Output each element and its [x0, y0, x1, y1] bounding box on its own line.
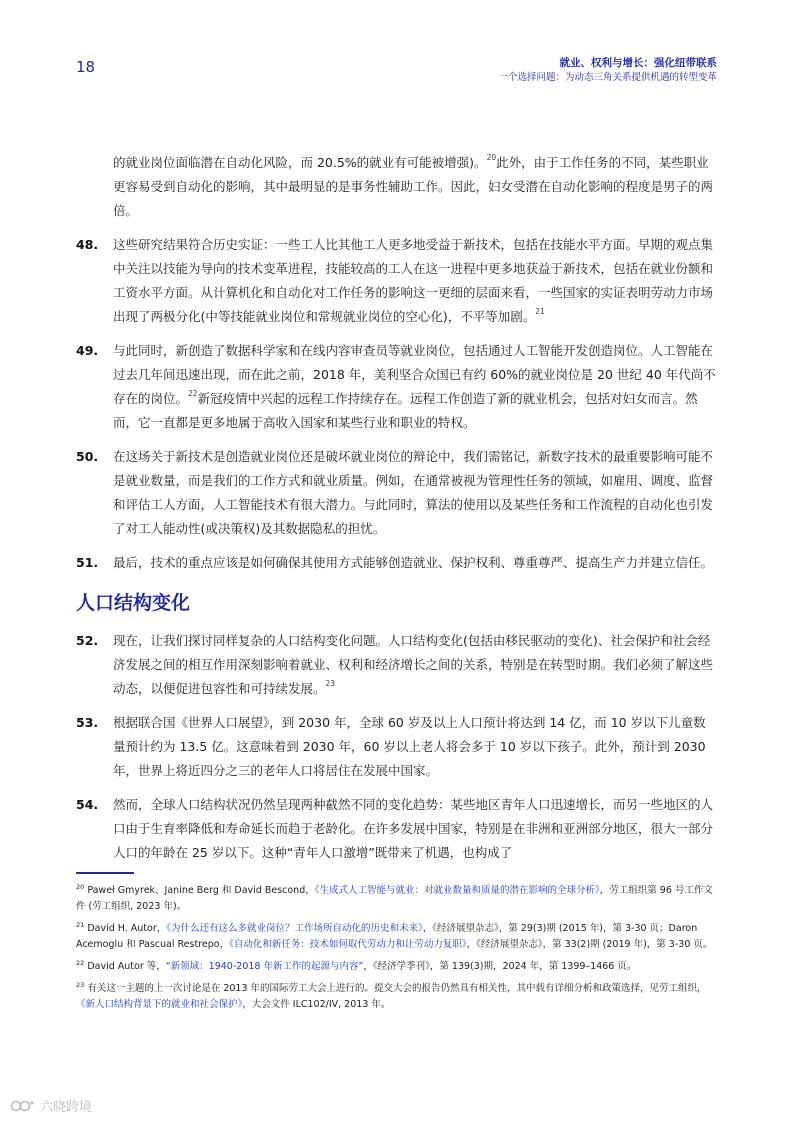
paragraph-52	[76, 629, 718, 701]
footnote-link[interactable]: 《生成式人工智能与就业：对就业数量和质量的潜在影响的全球分析》	[314, 885, 600, 896]
footnote-number: 23	[76, 981, 85, 989]
paragraph-text: 新冠疫情中兴起的远程工作持续存在。远程工作创造了新的就业机会，包括对妇女而言。然而，它一直都是更多地属于高收入国家和某些行业和职业的特权。	[113, 391, 698, 430]
footnote-ref[interactable]: 22	[188, 389, 198, 398]
paragraph-number: 51.	[76, 555, 99, 570]
footnote-22	[76, 959, 718, 975]
paragraph-text: 在这场关于新技术是创造就业岗位还是破坏就业岗位的辩论中，我们需铭记，新数字技术的最重要影响可能不是就业数量，而是我们的工作方式和就业质量。例如，在通常被视为管理性任务的领域，如雇用、调度、监督和评估工人方面，人工智能技术有很大潜力。与此同时，算法的使用以及某些任务和工作流程的自动化也引发了对工人能动性(或决策权)及其数据隐私的担忧。	[113, 449, 714, 536]
footnote-21	[76, 921, 718, 953]
running-header	[498, 55, 717, 85]
footnotes	[76, 883, 718, 1019]
paragraph-text: 现在，让我们探讨同样复杂的人口结构变化问题。人口结构变化(包括由移民驱动的变化)、社会保护和社会经济发展之间的相互作用深刻影响着就业、权利和经济增长之间的关系，特别是在转型时期。我们必须了解这些动态，以便促进包容性和可持续发展。	[113, 633, 714, 696]
paragraph-53	[76, 711, 718, 783]
brand-logo-icon	[10, 1099, 36, 1113]
watermark	[10, 1096, 92, 1115]
paragraph-54	[76, 793, 718, 865]
footnote-link[interactable]: 《为什么还有这么多就业岗位？工作场所自动化的历史和未来》	[166, 923, 423, 934]
footnote-23	[76, 981, 718, 1013]
footnote-text: ，《经济展望杂志》，第 29(3)期 (2015 年)，第 3-30 页；Daron Acemoglu 和 Pascual Restrepo，	[76, 923, 698, 950]
footnote-text: ，《经济学季刊》，第 139(3)期，2024 年，第 1399–1466 页。	[363, 961, 637, 972]
page-number: 18	[76, 58, 96, 76]
footnote-text: David Autor 等，	[87, 961, 166, 972]
footnote-ref[interactable]: 20	[486, 153, 497, 162]
paragraph-51	[76, 551, 718, 575]
paragraph-text: 与此同时，新创造了数据科学家和在线内容审查员等就业岗位，包括通过人工智能开发创造岗位。人工智能在过去几年间迅速出现，而在此之前，2018 年，美利坚合众国已有约 60%的就业岗位是 20 世纪 40 年代尚不存在的岗位。	[113, 343, 716, 406]
footnote-link[interactable]: 《新人口结构背景下的就业和社会保护》	[76, 999, 243, 1010]
footnote-text: 有关这一主题的上一次讨论是在 2013 年的国际劳工大会上进行的。提交大会的报告仍然具有相关性，其中载有详细分析和政策选择，见劳工组织，	[87, 983, 707, 994]
footnote-text: David H. Autor，	[87, 923, 167, 934]
main-content	[76, 151, 718, 875]
paragraph-50	[76, 445, 718, 541]
footnote-link[interactable]: “新领域：1940-2018 年新工作的起源与内容”	[165, 961, 364, 972]
footnote-number: 21	[76, 921, 85, 929]
paragraph-48	[76, 233, 718, 329]
footnote-divider	[76, 872, 134, 874]
section-heading: 人口结构变化	[76, 592, 191, 614]
paragraph-text: 这些研究结果符合历史实证：一些工人比其他工人更多地受益于新技术，包括在技能水平方面。早期的观点集中关注以技能为导向的技术变革进程，技能较高的工人在这一进程中更多地获益于新技术，包括在就业份额和工资水平方面。从计算机化和自动化对工作任务的影响这一更细的层面来看，一些国家的实证表明劳动力市场出现了两极分化(中等技能就业岗位和常规就业岗位的空心化)，不平等加剧。	[113, 237, 714, 324]
footnote-20	[76, 883, 718, 915]
paragraph-text: 此外，由于工作任务的不同，某些职业更容易受到自动化的影响，其中最明显的是事务性辅助工作。因此，妇女受潜在自动化影响的程度是男子的两倍。	[113, 155, 714, 218]
paragraph-text: 最后，技术的重点应该是如何确保其使用方式能够创造就业、保护权利、尊重尊严、提高生产力并建立信任。	[113, 555, 714, 570]
paragraph-number: 52.	[76, 633, 99, 648]
paragraph-number: 50.	[76, 449, 99, 464]
paragraph-number: 48.	[76, 237, 99, 252]
footnote-number: 20	[76, 883, 85, 891]
footnote-text: ，劳工组织第 96 号工作文件 (劳工组织, 2023 年)。	[76, 885, 713, 912]
footnote-text: Paweł Gmyrek、Janine Berg 和 David Bescond，	[87, 885, 315, 896]
footnote-text: ，大会文件 ILC102/IV, 2013 年。	[242, 999, 391, 1010]
footnote-ref[interactable]: 21	[535, 307, 545, 316]
footnote-ref[interactable]: 23	[325, 679, 336, 688]
watermark-text: 六晓跨境	[40, 1100, 93, 1115]
running-header-title: 就业、权利与增长：强化纽带联系	[559, 57, 717, 69]
paragraph-text: 的就业岗位面临潜在自动化风险，而 20.5%的就业有可能被增强)。	[113, 155, 487, 170]
footnote-text: ，《经济展望杂志》，第 33(2)期 (2019 年)，第 3-30 页。	[466, 939, 713, 950]
paragraph-number: 53.	[76, 715, 99, 730]
paragraph-number: 49.	[76, 343, 99, 358]
running-header-subtitle: 一个选择问题：为动态三角关系提供机遇的转型变革	[498, 72, 717, 83]
paragraph-number: 54.	[76, 797, 99, 812]
paragraph-continued	[76, 151, 718, 223]
paragraph-49	[76, 339, 718, 435]
footnote-link[interactable]: 《自动化和新任务：技术如何取代劳动力和让劳动力复职》	[229, 939, 467, 950]
footnote-number: 22	[76, 959, 85, 967]
paragraph-text: 根据联合国《世界人口展望》，到 2030 年，全球 60 岁及以上人口预计将达到 14 亿，而 10 岁以下儿童数量预计约为 13.5 亿。这意味着到 2030 年，60 岁以上老人将会多于 10 岁以下孩子。此外，预计到 2030 年，世界上将近四分之三的老年人口将居住在发展中国家。	[113, 715, 706, 778]
paragraph-text: 然而，全球人口结构状况仍然呈现两种截然不同的变化趋势：某些地区青年人口迅速增长，而另一些地区的人口由于生育率降低和寿命延长而趋于老龄化。在许多发展中国家，特别是在非洲和亚洲部分地区，很大一部分人口的年龄在 25 岁以下。这种“青年人口激增”既带来了机遇，也构成了	[113, 797, 714, 860]
